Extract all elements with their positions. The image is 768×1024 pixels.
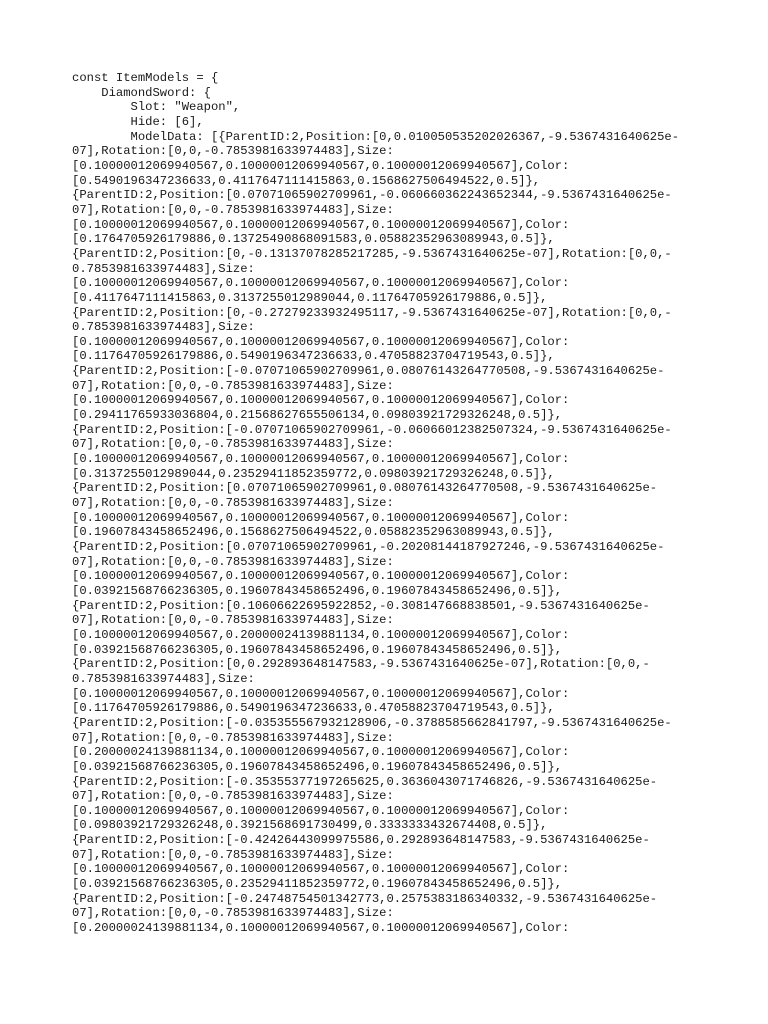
code-line: Hide: [6], <box>72 114 204 129</box>
code-line: 0.7853981633974483],Size: <box>72 320 255 335</box>
code-line: [0.10000012069940567,0.10000012069940567,0.10000012069940567],Color: <box>72 510 570 525</box>
code-line: {ParentID:2,Position:[-0.07071065902709961,-0.06066012382507324,-9.5367431640625e- <box>72 422 672 437</box>
code-line: [0.10000012069940567,0.10000012069940567,0.10000012069940567],Color: <box>72 862 570 877</box>
code-line: [0.20000024139881134,0.10000012069940567,0.10000012069940567],Color: <box>72 745 570 760</box>
code-line: 07],Rotation:[0,0,-0.7853981633974483],Size: <box>72 144 394 159</box>
code-line: [0.5490196347236633,0.4117647111415863,0.1568627506494522,0.5]}, <box>72 173 541 188</box>
code-line: [0.10000012069940567,0.10000012069940567,0.10000012069940567],Color: <box>72 569 570 584</box>
code-line: 07],Rotation:[0,0,-0.7853981633974483],Size: <box>72 554 394 569</box>
code-line: {ParentID:2,Position:[0,-0.27279233932495117,-9.5367431640625e-07],Rotation:[0,0,- <box>72 305 672 320</box>
code-line: 07],Rotation:[0,0,-0.7853981633974483],Size: <box>72 437 394 452</box>
code-line: {ParentID:2,Position:[0.07071065902709961,0.08076143264770508,-9.5367431640625e- <box>72 481 658 496</box>
code-line: {ParentID:2,Position:[0,-0.13137078285217285,-9.5367431640625e-07],Rotation:[0,0,- <box>72 246 672 261</box>
code-line: [0.10000012069940567,0.10000012069940567,0.10000012069940567],Color: <box>72 803 570 818</box>
code-line: [0.10000012069940567,0.10000012069940567,0.10000012069940567],Color: <box>72 334 570 349</box>
code-line: {ParentID:2,Position:[0.07071065902709961,-0.060660362243652344,-9.5367431640625e- <box>72 188 672 203</box>
code-line: [0.03921568766236305,0.19607843458652496,0.19607843458652496,0.5]}, <box>72 759 563 774</box>
code-line: 0.7853981633974483],Size: <box>72 261 255 276</box>
code-line: {ParentID:2,Position:[-0.24748754501342773,0.2575383186340332,-9.5367431640625e- <box>72 891 658 906</box>
code-line: [0.09803921729326248,0.3921568691730499,0.3333333432674408,0.5]}, <box>72 818 548 833</box>
code-line: 07],Rotation:[0,0,-0.7853981633974483],Size: <box>72 378 394 393</box>
code-line: {ParentID:2,Position:[0.10606622695922852,-0.308147668838501,-9.5367431640625e- <box>72 598 650 613</box>
code-line: [0.11764705926179886,0.5490196347236633,0.47058823704719543,0.5]}, <box>72 349 555 364</box>
code-line: {ParentID:2,Position:[0.07071065902709961,-0.20208144187927246,-9.5367431640625e- <box>72 540 665 554</box>
code-line: [0.10000012069940567,0.10000012069940567,0.10000012069940567],Color: <box>72 158 570 173</box>
code-line: [0.10000012069940567,0.10000012069940567,0.10000012069940567],Color: <box>72 217 570 232</box>
code-line: DiamondSword: { <box>72 85 211 100</box>
code-line: 07],Rotation:[0,0,-0.7853981633974483],Size: <box>72 847 394 862</box>
code-line: [0.10000012069940567,0.10000012069940567,0.10000012069940567],Color: <box>72 393 570 408</box>
code-line: [0.11764705926179886,0.5490196347236633,0.47058823704719543,0.5]}, <box>72 701 555 716</box>
code-line: [0.03921568766236305,0.23529411852359772,0.19607843458652496,0.5]}, <box>72 877 563 892</box>
code-line: 0.7853981633974483],Size: <box>72 671 255 686</box>
code-line: [0.3137255012989044,0.23529411852359772,0.09803921729326248,0.5]}, <box>72 466 555 481</box>
code-line: {ParentID:2,Position:[-0.035355567932128906,-0.3788585662841797,-9.5367431640625e- <box>72 715 672 730</box>
code-line: 07],Rotation:[0,0,-0.7853981633974483],Size: <box>72 496 394 511</box>
code-line: [0.4117647111415863,0.3137255012989044,0.11764705926179886,0.5]}, <box>72 290 548 305</box>
code-line: [0.20000024139881134,0.10000012069940567,0.10000012069940567],Color: <box>72 921 570 936</box>
code-line: [0.1764705926179886,0.13725490868091583,0.05882352963089943,0.5]}, <box>72 232 555 247</box>
code-line: Slot: "Weapon", <box>72 100 241 115</box>
code-line: {ParentID:2,Position:[-0.35355377197265625,0.3636043071746826,-9.5367431640625e- <box>72 774 658 789</box>
code-line: [0.10000012069940567,0.10000012069940567,0.10000012069940567],Color: <box>72 686 570 701</box>
code-line: 07],Rotation:[0,0,-0.7853981633974483],Size: <box>72 730 394 745</box>
code-line: {ParentID:2,Position:[0,0.292893648147583,-9.5367431640625e-07],Rotation:[0,0,- <box>72 657 650 672</box>
code-line: [0.03921568766236305,0.19607843458652496,0.19607843458652496,0.5]}, <box>72 642 563 657</box>
code-line: 07],Rotation:[0,0,-0.7853981633974483],Size: <box>72 202 394 217</box>
code-line: [0.10000012069940567,0.10000012069940567,0.10000012069940567],Color: <box>72 452 570 467</box>
code-line: 07],Rotation:[0,0,-0.7853981633974483],Size: <box>72 906 394 921</box>
code-line: [0.03921568766236305,0.19607843458652496,0.19607843458652496,0.5]}, <box>72 583 563 598</box>
code-line: const ItemModels = { <box>72 71 219 85</box>
code-line: 07],Rotation:[0,0,-0.7853981633974483],Size: <box>72 789 394 804</box>
code-line: [0.29411765933036804,0.21568627655506134,0.09803921729326248,0.5]}, <box>72 408 563 423</box>
code-line: {ParentID:2,Position:[-0.07071065902709961,0.08076143264770508,-9.5367431640625e- <box>72 364 665 379</box>
code-block <box>72 71 679 936</box>
code-line: {ParentID:2,Position:[-0.42426443099975586,0.292893648147583,-9.5367431640625e- <box>72 833 650 848</box>
code-line: ModelData: [{ParentID:2,Position:[0,0.010050535202026367,-9.5367431640625e- <box>72 129 680 144</box>
code-line: [0.10000012069940567,0.10000012069940567,0.10000012069940567],Color: <box>72 276 570 291</box>
code-line: [0.19607843458652496,0.1568627506494522,0.05882352963089943,0.5]}, <box>72 525 555 540</box>
code-line: [0.10000012069940567,0.20000024139881134,0.10000012069940567],Color: <box>72 627 570 642</box>
code-line: 07],Rotation:[0,0,-0.7853981633974483],Size: <box>72 613 394 628</box>
